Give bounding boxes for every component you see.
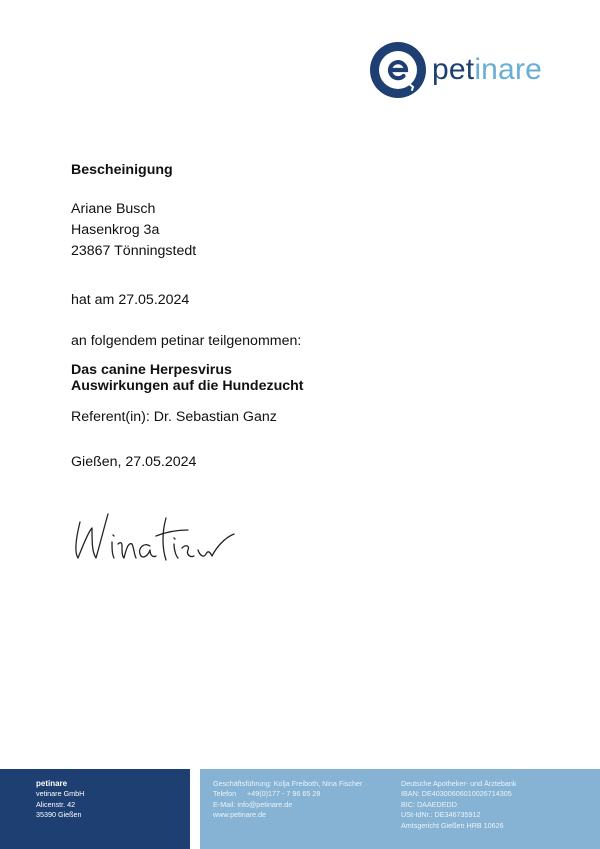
footer-company (0, 769, 190, 849)
handwritten-signature (70, 508, 240, 570)
footer-ustid: USt-IdNr.: DE346735912 (401, 810, 481, 820)
footer-company-name: vetinare GmbH (36, 789, 85, 799)
course-title-line-2: Auswirkungen auf die Hundezucht (71, 378, 304, 394)
footer-bic: BIC: DAAEDEDD (401, 799, 457, 809)
footer-phone-value: +49(0)177 - 7 96 65 28 (247, 789, 321, 799)
course-title (71, 362, 304, 394)
footer-bank (388, 769, 600, 849)
footer-email: E-Mail: info@petinare.de (213, 799, 293, 809)
footer-brand: petinare (36, 779, 68, 788)
footer-management-names: Geschäftsführung: Kolja Freiboth, Nina Fischer (213, 779, 363, 788)
attendance-date: hat am 27.05.2024 (71, 292, 190, 308)
recipient-address (71, 199, 196, 262)
recipient-street: Hasenkrog 3a (71, 222, 160, 238)
logo-wordmark-part-a: pet (432, 53, 475, 86)
footer-phone (213, 789, 388, 799)
referent: Referent(in): Dr. Sebastian Ganz (71, 409, 277, 425)
footer-phone-label: Telefon (213, 789, 237, 799)
logo-wordmark (432, 46, 542, 94)
signature (70, 508, 240, 570)
recipient-name: Ariane Busch (71, 201, 156, 217)
footer (0, 769, 600, 849)
certificate-title: Bescheinigung (71, 162, 173, 178)
recipient-city: 23867 Tönningstedt (71, 243, 197, 259)
course-title-line-1: Das canine Herpesvirus (71, 362, 232, 378)
participation-statement: an folgendem petinar teilgenommen: (71, 333, 302, 349)
footer-website: www.petinare.de (213, 810, 267, 820)
petinare-logo-icon (368, 40, 428, 100)
footer-bank-name: Deutsche Apotheker- und Ärztebank (401, 779, 517, 788)
place-and-date: Gießen, 27.05.2024 (71, 454, 197, 470)
logo-wordmark-part-b: inare (474, 53, 543, 86)
petinare-logo (368, 40, 568, 100)
footer-register: Amtsgericht Gießen HRB 10626 (401, 820, 504, 830)
footer-iban: IBAN: DE40300606010026714305 (401, 789, 512, 799)
footer-company-city: 35390 Gießen (36, 810, 82, 820)
footer-company-street: Alicenstr. 42 (36, 799, 76, 809)
footer-management (200, 769, 388, 849)
